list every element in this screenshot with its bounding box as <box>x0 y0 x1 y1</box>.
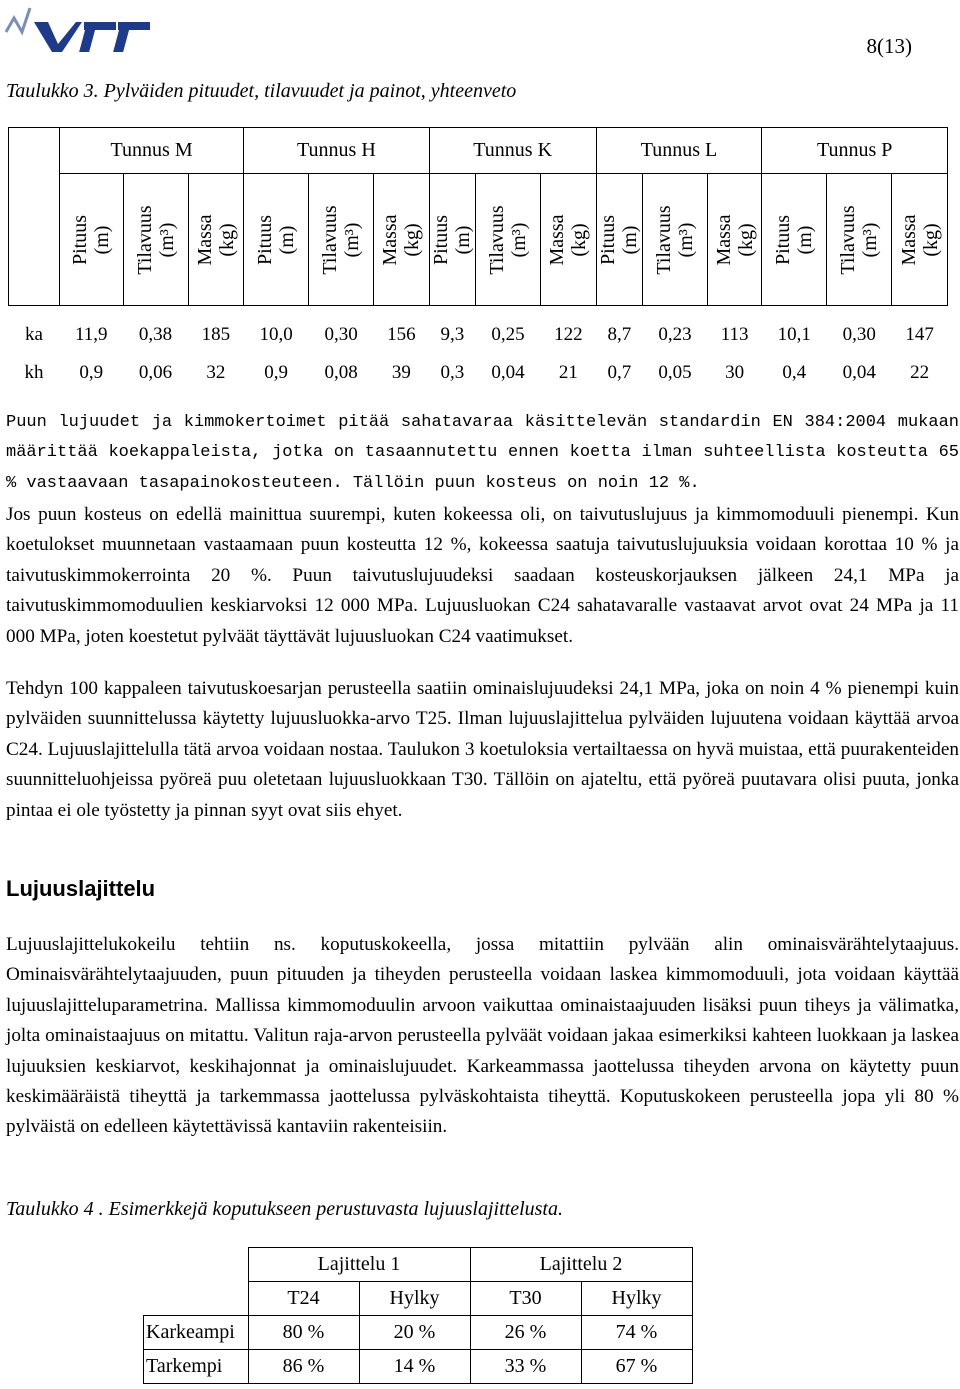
column-header-text <box>486 205 530 274</box>
paragraph-2: Tehdyn 100 kappaleen taivutuskoesarjan perusteella saatiin ominaislujuudeksi 24,1 MPa, joka on noin 4 % pienempi kuin pylväiden suunnittelussa käytetty lujuusluokka-arvo T25. Ilman lujuuslajittelua pylväiden lujuutena voidaan käyttää arvoa C24. Lujuuslajittelulla tätä arvoa voidaan nostaa. Taulukon 3 koetuloksia vertailtaessa on hyvä muistaa, että puurakenteiden suunnitteluohjeissa pyöreä puu oletetaan lujuusluokkaan T30. Tällöin on ajateltu, että pyöreä puutavara olisi puuta, jonka pintaa ei ole työstetty ja pinnan syyt ovat siis ehyet. <box>6 678 959 821</box>
table-cell: 8,7 <box>607 324 632 345</box>
table-cell: 0,06 <box>138 362 173 383</box>
column-header-line2: (m³) <box>155 222 178 257</box>
group-header: Tunnus L <box>596 128 762 174</box>
table-cell: 10,0 <box>259 324 293 345</box>
table-cell: 0,04 <box>842 362 876 383</box>
column-header <box>188 174 244 306</box>
subheader: T24 <box>248 1282 359 1316</box>
group-header: Tunnus M <box>60 128 244 174</box>
column-header-text <box>319 205 363 274</box>
table-row <box>9 354 948 392</box>
column-header <box>476 174 541 306</box>
column-header <box>60 174 124 306</box>
table3-caption: Taulukko 3. Pylväiden pituudet, tilavuudet ja painot, yhteenveto <box>6 80 517 102</box>
column-header-text <box>134 205 178 274</box>
column-header-line2: (m) <box>91 225 114 254</box>
column-header-line1: Massa <box>379 213 402 266</box>
table4-corner <box>144 1248 249 1316</box>
table-cell: 0,4 <box>782 362 807 383</box>
table-cell: 10,1 <box>777 324 811 345</box>
column-header <box>244 174 309 306</box>
section-heading: Lujuuslajittelu <box>6 876 156 901</box>
table-cell: 67 % <box>581 1350 692 1384</box>
column-header <box>708 174 762 306</box>
table-cell: 113 <box>720 324 749 345</box>
column-header-line2: (kg) <box>215 222 238 257</box>
column-header-text <box>379 214 423 265</box>
table3-corner <box>9 128 60 306</box>
table4 <box>143 1247 693 1384</box>
column-header-text <box>653 205 697 274</box>
table-cell: 147 <box>905 324 934 345</box>
column-header <box>541 174 597 306</box>
table-cell: 39 <box>391 362 411 383</box>
subheader: Hylky <box>359 1282 470 1316</box>
table-cell: 0,30 <box>842 324 876 345</box>
page-number: 8(13) <box>866 34 912 58</box>
column-header-line1: Pituus <box>597 214 620 265</box>
table4-caption: Taulukko 4 . Esimerkkejä koputukseen perustuvasta lujuuslajittelusta. <box>6 1198 563 1220</box>
table-cell: 0,7 <box>607 362 632 383</box>
table-cell: 0,04 <box>491 362 525 383</box>
table-cell: 26 % <box>470 1316 581 1350</box>
column-header-text <box>713 214 757 265</box>
table-cell: 22 <box>910 362 930 383</box>
column-header-line1: Tilavuus <box>319 204 342 275</box>
table3 <box>8 127 948 392</box>
group-header: Tunnus H <box>244 128 430 174</box>
table-cell: 80 % <box>248 1316 359 1350</box>
table-cell: 14 % <box>359 1350 470 1384</box>
column-header-line1: Pituus <box>430 214 453 265</box>
table-cell: 32 <box>206 362 226 383</box>
column-header-text <box>546 214 590 265</box>
row-label: ka <box>25 324 43 345</box>
table-cell: 74 % <box>581 1316 692 1350</box>
table-cell: 0,9 <box>79 362 104 383</box>
table-cell: 21 <box>558 362 578 383</box>
column-header-line2: (m³) <box>341 222 364 257</box>
column-header-line1: Massa <box>712 213 735 266</box>
column-header-line1: Massa <box>546 213 569 266</box>
column-header <box>643 174 708 306</box>
paragraph-3: Lujuuslajittelukokeilu tehtiin ns. koputuskokeella, jossa mitattiin pylvään alin ominaisvärähtelytaajuus. Ominaisvärähtelytaajuuden, puun pituuden ja tiheyden perusteella voidaan laskea kimmomoduuli, jota voidaan käyttää lujuuslajitteluparametrina. Mallissa kimmomoduulin arvoon vaikuttaa ominaistaajuuden lisäksi puun tiheys ja välimatka, jolta ominaistaajuus on mitattu. Valitun raja-arvon perusteella pylväät voidaan jakaa esimerkiksi kahteen luokkaan ja laskea lujuuksien keskiarvot, keskihajonnat ja ominaislujuudet. Karkeammassa jaottelussa tiheyden arvona on käytetty puun keskimääräistä tiheyttä ja tarkemmassa jaottelussa pylväskohtaista tiheyttä. Koputuskokeen perusteella jopa yli 80 % pylväistä on edelleen käytettävissä kantaviin rakenteisiin. <box>6 934 959 1138</box>
table-cell: 122 <box>554 324 583 345</box>
table-cell: 0,9 <box>264 362 288 383</box>
column-header-line1: Pituus <box>254 214 277 265</box>
vtt-logo <box>4 4 154 54</box>
row-label: kh <box>24 362 44 383</box>
table-cell: 156 <box>387 324 416 345</box>
column-header <box>123 174 188 306</box>
column-header-line1: Tilavuus <box>486 204 509 275</box>
group-header: Tunnus P <box>762 128 948 174</box>
row-label: Karkeampi <box>144 1316 249 1350</box>
subheader: T30 <box>470 1282 581 1316</box>
row-label: Tarkempi <box>144 1350 249 1384</box>
column-header-line2: (kg) <box>919 222 942 257</box>
column-header <box>762 174 827 306</box>
column-header-text <box>430 214 474 264</box>
column-header-line1: Massa <box>897 213 920 266</box>
column-header-line2: (m) <box>619 225 642 254</box>
column-header-line2: (kg) <box>401 222 424 257</box>
table-cell: 9,3 <box>440 324 465 345</box>
column-header-text <box>254 214 298 264</box>
column-header-text <box>194 214 238 265</box>
table-cell: 30 <box>725 362 745 383</box>
table-cell: 0,38 <box>138 324 173 345</box>
column-header-line1: Pituus <box>69 214 92 265</box>
column-header-line2: (m³) <box>859 222 882 257</box>
group-header: Lajittelu 1 <box>248 1248 470 1282</box>
table-cell: 0,05 <box>658 362 692 383</box>
group-header: Tunnus K <box>429 128 596 174</box>
column-header-line1: Massa <box>193 213 216 266</box>
table-cell: 0,25 <box>491 324 525 345</box>
column-header-line2: (m) <box>276 225 299 254</box>
table-cell: 86 % <box>248 1350 359 1384</box>
column-header <box>892 174 948 306</box>
table-cell: 11,9 <box>75 324 108 345</box>
column-header-text <box>772 214 816 264</box>
column-header-line1: Tilavuus <box>653 204 676 275</box>
column-header-line2: (m³) <box>675 222 698 257</box>
table-cell: 185 <box>201 324 231 345</box>
column-header <box>374 174 430 306</box>
paragraph-1-continued: Jos puun kosteus on edellä mainittua suurempi, kuten kokeessa oli, on taivutuslujuus ja kimmomoduuli pienempi. Kun koetulokset muunnetaan vastaamaan puun kosteutta 12 %, kokeessa saatuja taivutuslujuuksia voidaan korottaa 10 % ja taivutuskimmokerrointa 20 %. Puun taivutuslujuudeksi saadaan kosteuskorjauksen jälkeen 24,1 MPa ja taivutuskimmomoduulien keskiarvoksi 12 000 MPa. Lujuusluokan C24 sahatavaralle vastaavat arvot ovat 24 MPa ja 11 000 MPa, joten koestetut pylväät täyttävät lujuusluokan C24 vaatimukset. <box>6 504 959 647</box>
table-cell: 0,30 <box>324 324 358 345</box>
column-header-line1: Tilavuus <box>837 204 860 275</box>
column-header-text <box>597 214 641 264</box>
table-cell: 33 % <box>470 1350 581 1384</box>
column-header <box>827 174 892 306</box>
column-header-line2: (m) <box>794 225 817 254</box>
column-header-text <box>837 205 881 274</box>
column-header-text <box>69 214 113 264</box>
subheader: Hylky <box>581 1282 692 1316</box>
group-header: Lajittelu 2 <box>470 1248 692 1282</box>
paragraph-1: Puun lujuudet ja kimmokertoimet pitää sahatavaraa käsittelevän standardin EN 384:2004 mukaan määrittää koekappaleista, jotka on tasaannutettu ennen koetta ilman suhteellista kosteutta 65 % vastaavaan tasapainokosteuteen. Tällöin puun kosteus on noin 12 %. <box>6 413 959 493</box>
column-header-line1: Pituus <box>772 214 795 265</box>
column-header-line1: Tilavuus <box>133 204 156 275</box>
table-cell: 20 % <box>359 1316 470 1350</box>
column-header-line2: (m) <box>452 225 475 254</box>
table-cell: 0,23 <box>658 324 692 345</box>
column-header-line2: (kg) <box>568 222 591 257</box>
column-header <box>309 174 374 306</box>
column-header-line2: (kg) <box>734 222 757 257</box>
table-cell: 0,08 <box>324 362 358 383</box>
table-row <box>9 306 948 355</box>
column-header <box>429 174 475 306</box>
column-header-text <box>898 214 942 265</box>
column-header-line2: (m³) <box>508 222 531 257</box>
column-header <box>596 174 642 306</box>
table-cell: 0,3 <box>440 362 465 383</box>
